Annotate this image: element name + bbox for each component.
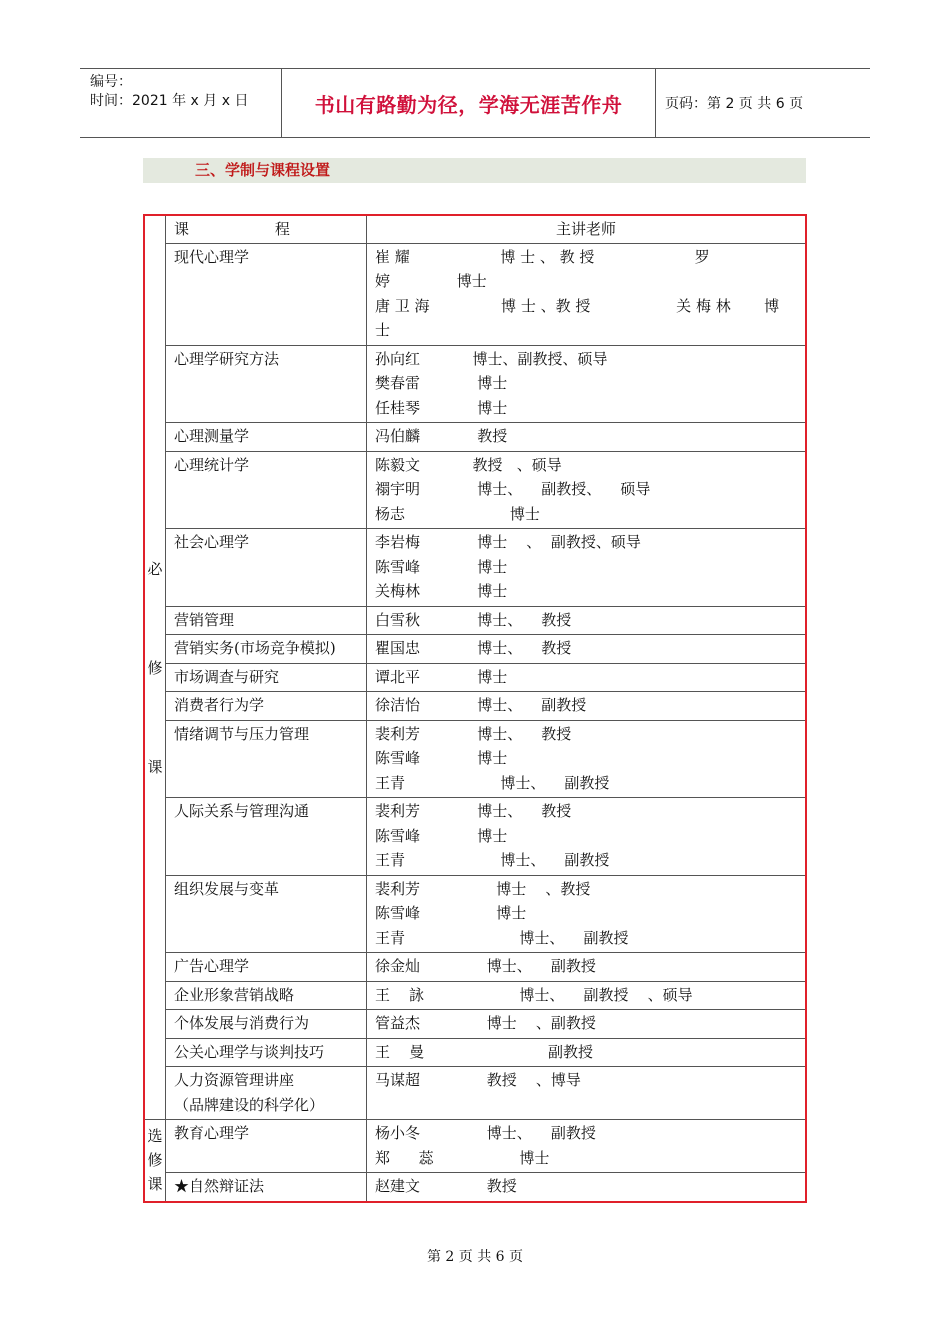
teacher-line: 管益杰 博士 、副教授 [375,1014,596,1032]
table-row [144,635,806,664]
elective-category [144,1120,166,1202]
teacher-cell [367,720,807,798]
course-name: 教育心理学 [166,1120,367,1173]
teacher-cell [367,606,807,635]
course-name: 消费者行为学 [166,692,367,721]
header-motto: 书山有路勤为径，学海无涯苦作舟 [282,69,656,137]
number-label: 编号： [90,74,132,90]
time-label: 时间：2021 年 x 月 x 日 [90,93,249,109]
teacher-line: 赵建文 教授 [375,1177,517,1195]
course-name: 人际关系与管理沟通 [166,798,367,876]
teacher-cell [367,1120,807,1173]
table-row [144,423,806,452]
teacher-line: 王青 博士、 副教授 [375,928,629,947]
teacher-line: 裴利芳 博士、 教授 [375,802,572,820]
course-name: 广告心理学 [166,953,367,982]
teacher-line: 王 曼 副教授 [375,1042,594,1061]
teacher-line: 陈雪峰 博士 [375,557,508,576]
teacher-line: 关梅林 博士 [375,582,508,600]
teacher-cell [367,345,807,423]
course-name: 心理测量学 [166,423,367,452]
teacher-line: 王青 博士、 副教授 [375,851,610,869]
teacher-cell [367,423,807,452]
table-row [144,1173,806,1202]
teacher-cell [367,875,807,953]
required-category-char: 课 [147,757,163,776]
course-name: 社会心理学 [166,529,367,607]
teacher-cell [367,692,807,721]
table-row [144,1038,806,1067]
table-row [144,875,806,953]
elective-category-char: 选 [147,1127,163,1146]
teacher-line: 樊春雷 博士 [375,374,508,392]
table-row [144,451,806,529]
teacher-line: 陈雪峰 博士 [375,826,508,845]
table-row [144,663,806,692]
course-name: 营销管理 [166,606,367,635]
course-name: 公关心理学与谈判技巧 [166,1038,367,1067]
teacher-cell [367,1038,807,1067]
required-category-char: 必 [147,559,163,578]
teacher-line: 瞿国忠 博士、 教授 [375,639,572,657]
teacher-line: 王 詠 博士、 副教授 、硕导 [375,985,693,1004]
teacher-line: 裴利芳 博士 、教授 [375,879,591,898]
teacher-cell [367,663,807,692]
elective-category-char: 修 [147,1151,163,1170]
teacher-line: 陈毅文 教授 、硕导 [375,455,562,474]
teacher-line: 婷 博士 [375,272,487,290]
table-row [144,692,806,721]
table-row [144,720,806,798]
table-header-row [144,215,806,243]
teacher-line: 士 [375,321,391,339]
teacher-line: 徐洁怡 博士、 副教授 [375,696,587,714]
page-header [80,68,870,138]
teacher-line: 徐金灿 博士、 副教授 [375,957,596,975]
teacher-line: 唐 卫 海 博 士 、教 授 关 梅 林 博 [375,296,780,315]
teacher-cell [367,981,807,1010]
elective-category-char: 课 [147,1175,163,1194]
teacher-cell [367,529,807,607]
course-name: 组织发展与变革 [166,875,367,953]
table-row [144,345,806,423]
table-row [144,953,806,982]
table-row [144,243,806,345]
course-name: 个体发展与消费行为 [166,1010,367,1039]
teacher-line: 崔 耀 博 士 、 教 授 罗 [375,247,710,266]
column-header-course: 课 程 [166,215,367,243]
column-header-teacher: 主讲老师 [367,215,807,243]
teacher-line: 谭北平 博士 [375,667,508,686]
table-row [144,1120,806,1173]
header-page-info: 页码：第 2 页 共 6 页 [665,96,804,112]
teacher-cell [367,953,807,982]
table-row [144,1067,806,1120]
teacher-cell [367,635,807,664]
course-name: 心理统计学 [166,451,367,529]
table-row [144,981,806,1010]
teacher-line: 孙向红 博士、副教授、硕导 [375,349,608,368]
course-name: 心理学研究方法 [166,345,367,423]
teacher-line: 冯伯麟 教授 [375,427,508,445]
teacher-line: 马谋超 教授 、博导 [375,1071,581,1089]
teacher-line: 禤宇明 博士、 副教授、 硕导 [375,480,651,498]
teacher-line: 郑 蕊 博士 [375,1148,550,1167]
teacher-line: 王青 博士、 副教授 [375,773,610,792]
teacher-cell [367,1010,807,1039]
course-table [143,214,807,1203]
teacher-line: 陈雪峰 博士 [375,749,508,767]
teacher-cell [367,798,807,876]
teacher-cell [367,243,807,345]
teacher-cell [367,1173,807,1202]
teacher-line: 杨小冬 博士、 副教授 [375,1124,596,1142]
course-name: ★自然辩证法 [166,1173,367,1202]
course-name: 情绪调节与压力管理 [166,720,367,798]
course-name: 人力资源管理讲座 （品牌建设的科学化） [166,1067,367,1120]
section-title: 三、学制与课程设置 [143,158,806,183]
teacher-cell [367,451,807,529]
course-name: 营销实务(市场竞争模拟) [166,635,367,664]
teacher-line: 杨志 博士 [375,504,540,523]
table-row [144,798,806,876]
teacher-line: 任桂琴 博士 [375,398,508,417]
teacher-line: 裴利芳 博士、 教授 [375,724,572,743]
teacher-line: 白雪秋 博士、 教授 [375,610,572,629]
required-category [144,215,166,1120]
course-name: 市场调查与研究 [166,663,367,692]
header-meta [80,69,282,137]
teacher-cell [367,1067,807,1120]
required-category-char: 修 [147,658,163,677]
course-name: 企业形象营销战略 [166,981,367,1010]
table-row [144,529,806,607]
page-footer: 第 2 页 共 6 页 [426,1249,524,1265]
teacher-line: 李岩梅 博士 、 副教授、硕导 [375,533,641,551]
table-row [144,1010,806,1039]
table-row [144,606,806,635]
teacher-line: 陈雪峰 博士 [375,904,527,922]
course-name: 现代心理学 [166,243,367,345]
